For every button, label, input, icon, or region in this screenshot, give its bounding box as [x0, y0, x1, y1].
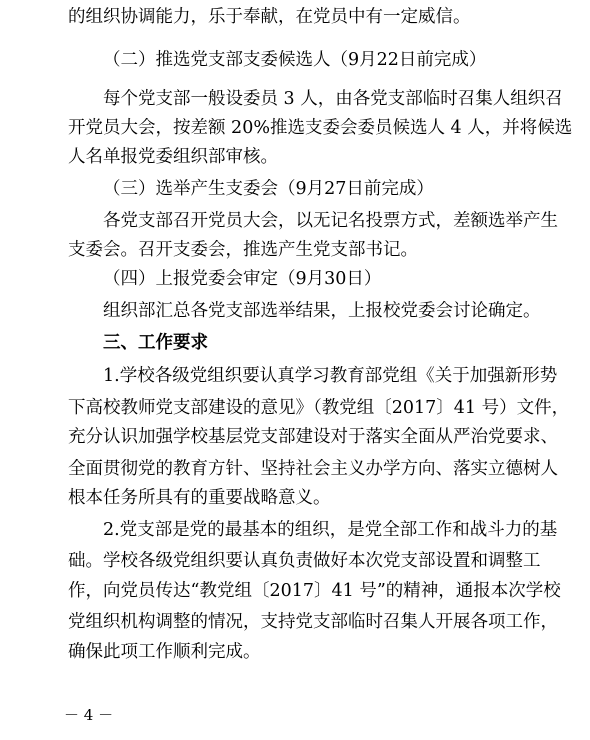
text-line: 下高校教师党支部建设的意见》（教党组〔2017〕41 号）文件，	[68, 398, 570, 418]
text-line: 全面贯彻党的教育方针、坚持社会主义办学方向、落实立德树人	[68, 459, 558, 479]
page-number: － 4 －	[64, 706, 114, 724]
section-heading: 三、工作要求	[103, 333, 208, 353]
text-line: 的组织协调能力，乐于奉献，在党员中有一定威信。	[68, 7, 471, 27]
subheading-2: （二）推选党支部支委候选人（9月22日前完成）	[103, 50, 487, 70]
text-line: 充分认识加强学校基层党支部建设对于落实全面从严治党要求、	[68, 427, 558, 447]
text-line: 组织部汇总各党支部选举结果，上报校党委会讨论确定。	[103, 301, 541, 321]
text-line: 党组织机构调整的情况，支持党支部临时召集人开展各项工作，	[68, 612, 558, 632]
text-line: 础。学校各级党组织要认真负责做好本次党支部设置和调整工	[68, 551, 541, 571]
text-line: 每个党支部一般设委员 3 人，由各党支部临时召集人组织召	[103, 89, 563, 109]
text-line: 根本任务所具有的重要战略意义。	[68, 488, 331, 508]
text-line: 2.党支部是党的最基本的组织，是党全部工作和战斗力的基	[103, 520, 558, 540]
text-line: 支委会。召开支委会，推选产生党支部书记。	[68, 240, 418, 260]
subheading-3: （三）选举产生支委会（9月27日前完成）	[103, 179, 434, 199]
text-line: 作，向党员传达“教党组〔2017〕41 号”的精神，通报本次学校	[68, 581, 561, 601]
text-line: 1.学校各级党组织要认真学习教育部党组《关于加强新形势	[103, 366, 558, 386]
subheading-4: （四）上报党委会审定（9月30日）	[103, 269, 382, 289]
text-line: 各党支部召开党员大会，以无记名投票方式，差额选举产生	[103, 211, 558, 231]
text-line: 开党员大会，按差额 20%推选支委会委员候选人 4 人，并将候选	[68, 118, 573, 138]
text-line: 确保此项工作顺利完成。	[68, 642, 261, 662]
text-line: 人名单报党委组织部审核。	[68, 147, 278, 167]
